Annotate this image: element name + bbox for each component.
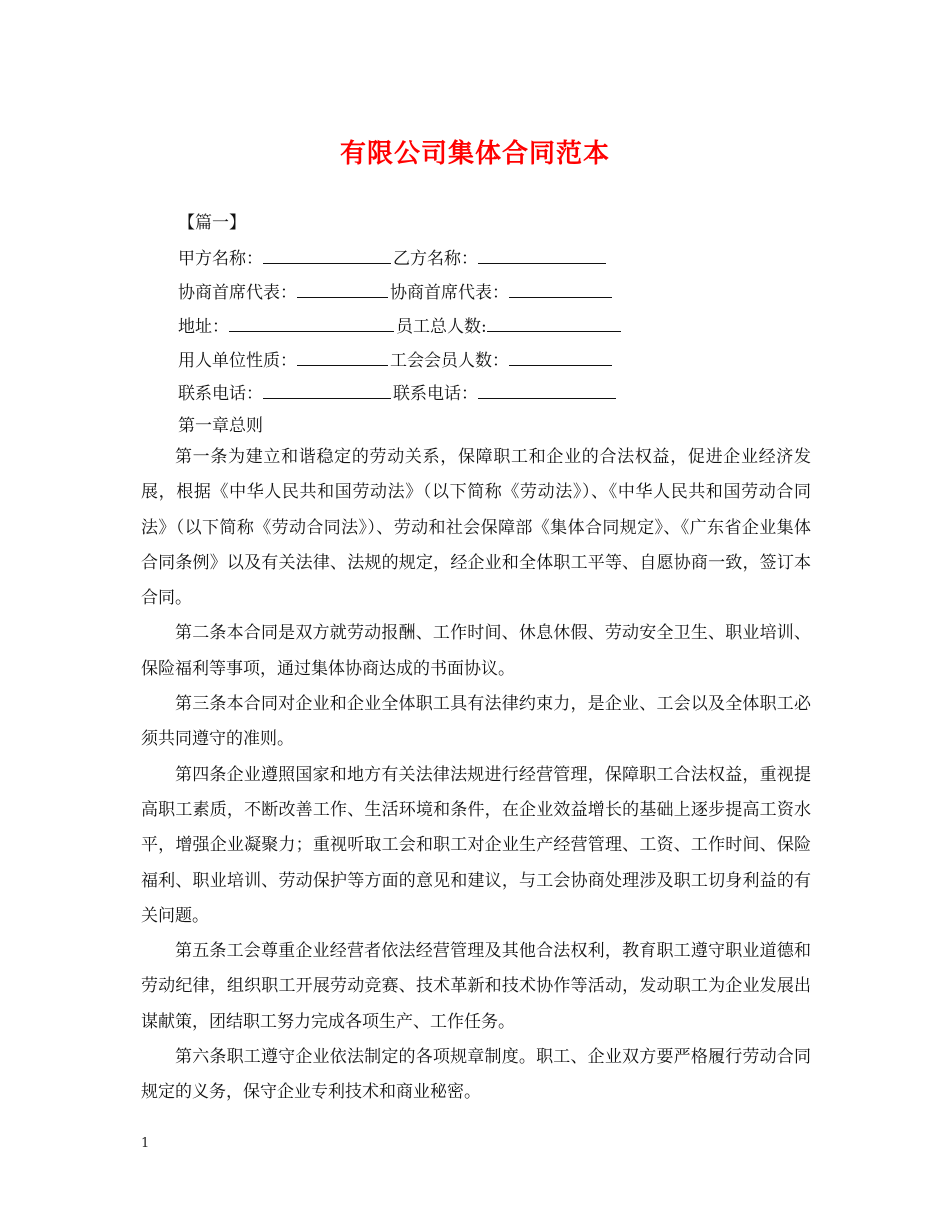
- party-a-representative-label: 协商首席代表：: [178, 283, 297, 303]
- chapter-heading: 第一章总则: [178, 416, 263, 436]
- address-label: 地址：: [178, 317, 229, 337]
- article-2: 第二条本合同是双方就劳动报酬、工作时间、休息休假、劳动安全卫生、职业培训、保险福利等事项，通过集体协商达成的书面协议。: [141, 623, 811, 679]
- party-a-name-label: 甲方名称：: [178, 249, 263, 269]
- address-blank: [229, 316, 394, 332]
- article-4: 第四条企业遵照国家和地方有关法律法规进行经营管理，保障职工合法权益，重视提高职工素质，不断改善工作、生活环境和条件，在企业效益增长的基础上逐步提高工资水平，增强企业凝聚力；重视听取工会和职工对企业生产经营管理、工资、工作时间、保险福利、职业培训、劳动保护等方面的意见和建议，与工会协商处理涉及职工切身利益的有关问题。: [141, 764, 811, 926]
- field-row-party-names: [178, 244, 608, 269]
- article-6: 第六条职工遵守企业依法制定的各项规章制度。职工、企业双方要严格履行劳动合同规定的义务，保守企业专利技术和商业秘密。: [141, 1047, 811, 1103]
- party-a-phone-blank: [263, 383, 391, 399]
- field-row-representatives: [178, 278, 614, 303]
- party-b-name-blank: [478, 248, 606, 264]
- field-row-employer-type: [178, 346, 614, 371]
- party-b-phone-label: 联系电话：: [393, 384, 478, 404]
- total-employees-blank: [487, 316, 621, 332]
- employer-type-label: 用人单位性质：: [178, 351, 297, 371]
- article-1: 第一条为建立和谐稳定的劳动关系，保障职工和企业的合法权益，促进企业经济发展，根据《中华人民共和国劳动法》（以下简称《劳动法》）、《中华人民共和国劳动合同法》（以下简称《劳动合同法》）、劳动和社会保障部《集体合同规定》、《广东省企业集体合同条例》以及有关法律、法规的规定，经企业和全体职工平等、自愿协商一致，签订本合同。: [141, 447, 811, 609]
- article-5: 第五条工会尊重企业经营者依法经营管理及其他合法权利，教育职工遵守职业道德和劳动纪律，组织职工开展劳动竞赛、技术革新和技术协作等活动，发动职工为企业发展出谋献策，团结职工努力完成各项生产、工作任务。: [141, 941, 811, 1032]
- employer-type-blank: [297, 350, 388, 366]
- party-b-name-label: 乙方名称：: [393, 249, 478, 269]
- total-employees-label: 员工总人数:: [396, 317, 487, 337]
- articles-body: [141, 440, 811, 1111]
- section-tag: 【篇一】: [178, 213, 246, 233]
- party-b-representative-blank: [509, 282, 612, 298]
- field-row-address: [178, 312, 623, 337]
- union-members-blank: [509, 350, 612, 366]
- party-a-phone-label: 联系电话：: [178, 384, 263, 404]
- party-b-representative-label: 协商首席代表：: [390, 283, 509, 303]
- party-a-representative-blank: [297, 282, 388, 298]
- union-members-label: 工会会员人数：: [390, 351, 509, 371]
- page-number: 1: [141, 1136, 150, 1151]
- party-a-name-blank: [263, 248, 391, 264]
- field-row-phone: [178, 379, 618, 404]
- article-3: 第三条本合同对企业和企业全体职工具有法律约束力，是企业、工会以及全体职工必须共同遵守的准则。: [141, 694, 811, 750]
- document-title: 有限公司集体合同范本: [339, 139, 610, 169]
- party-b-phone-blank: [478, 383, 616, 399]
